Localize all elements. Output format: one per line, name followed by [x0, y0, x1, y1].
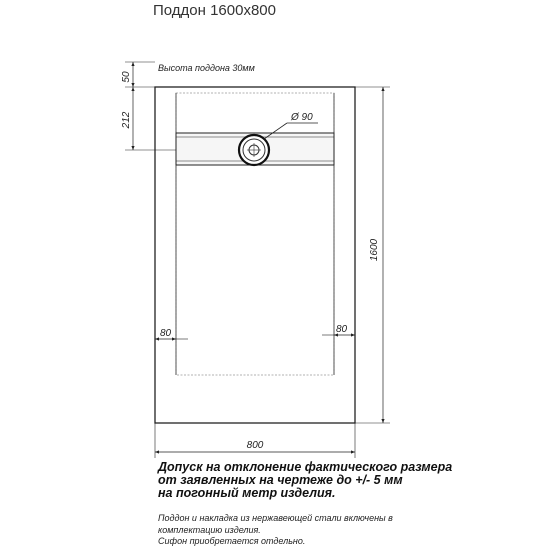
- note-line: Поддон и накладка из нержавеющей стали включены в: [158, 513, 393, 523]
- dim-label-left-80: 80: [160, 328, 172, 339]
- tolerance-note: [158, 461, 458, 500]
- note-line: комплектацию изделия.: [158, 524, 261, 535]
- tolerance-line: на погонный метр изделия.: [158, 486, 336, 500]
- dim-label-800: 800: [246, 440, 264, 451]
- page-title: Поддон 1600х800: [153, 2, 276, 19]
- dim-label-1600: 1600: [369, 238, 380, 262]
- tolerance-line: Допуск на отклонение фактического размера: [158, 460, 453, 474]
- dim-label-212: 212: [121, 111, 132, 129]
- tolerance-line: от заявленных на чертеже до +/- 5 мм: [158, 473, 403, 487]
- tray-height-note: Высота поддона 30мм: [158, 63, 255, 73]
- diameter-label: Ø 90: [291, 112, 313, 123]
- dim-label-right-80: 80: [336, 324, 348, 335]
- note-line: Сифон приобретается отдельно.: [158, 536, 306, 546]
- dim-label-50: 50: [121, 71, 132, 83]
- package-notes: [158, 513, 448, 548]
